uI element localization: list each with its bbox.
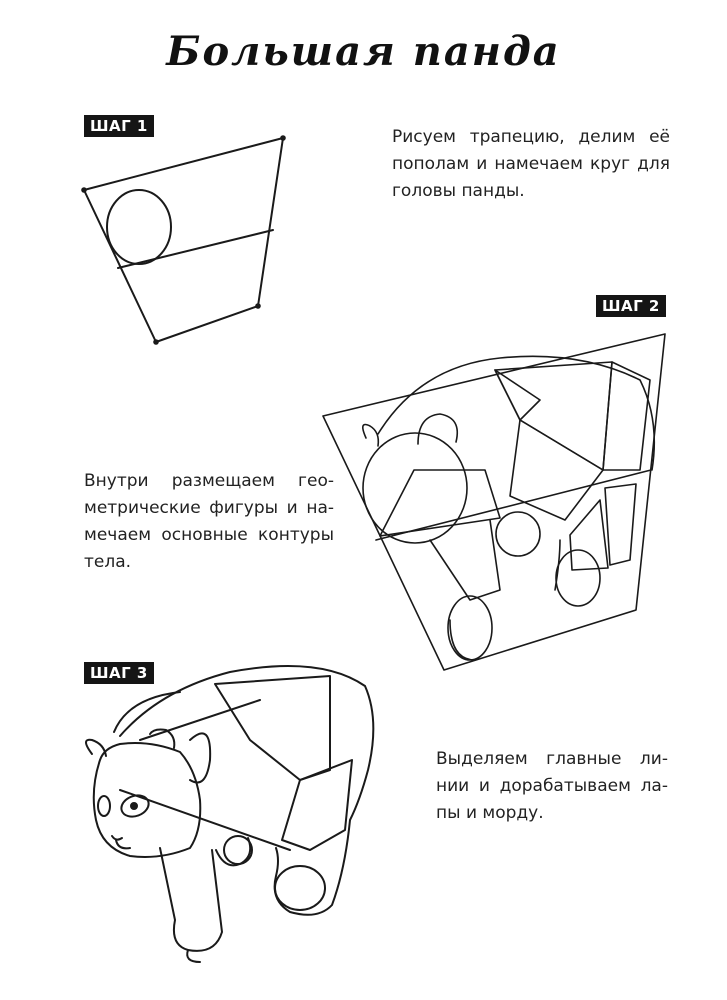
step-3-description: Выделяем главные линии и дорабатываем лапы и морду. [436,749,668,823]
step-2-label: ШАГ 2 [596,295,666,317]
step-1-label: ШАГ 1 [84,115,154,137]
page-title: Большая панда [166,28,561,75]
step-3-label: ШАГ 3 [84,662,154,684]
step-1-drawing [82,136,285,344]
step-2-description: Внутри размещаем геометрические фигуры и намечаем основные контуры тела. [84,471,334,572]
step-3-drawing [86,666,373,962]
step-1-description: Рисуем трапецию, делим её пополам и намечаем круг для головы панды. [392,127,670,201]
step-2-drawing [323,334,665,670]
